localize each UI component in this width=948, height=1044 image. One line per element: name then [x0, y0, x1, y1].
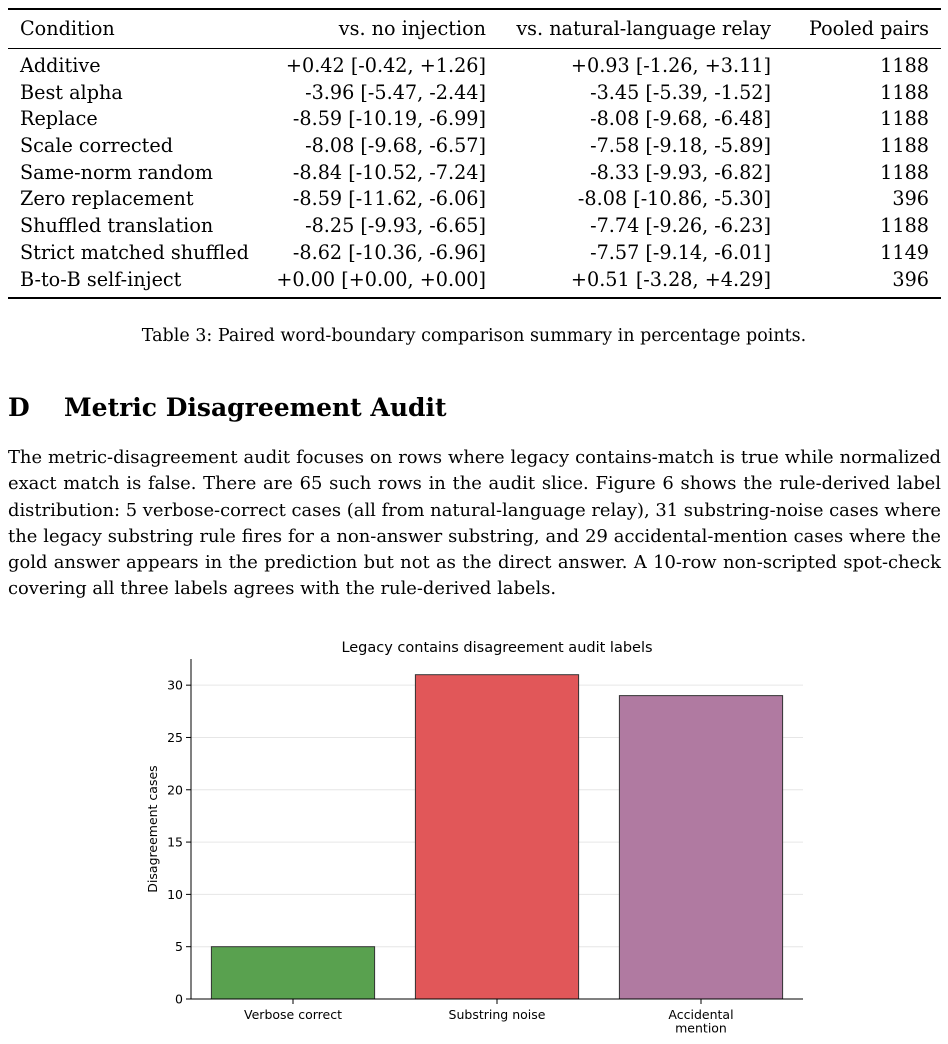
cell-pooled-pairs: 1188	[880, 80, 929, 104]
section-title: Metric Disagreement Audit	[64, 393, 447, 422]
y-tick-label: 0	[175, 991, 183, 1007]
cell-vs-relay: -7.58 [-9.18, -5.89]	[590, 134, 771, 158]
cell-vs-no-injection: +0.42 [-0.42, +1.26]	[285, 54, 486, 77]
cell-condition: Strict matched shuffled	[20, 240, 249, 264]
table-row	[8, 133, 941, 160]
table-row	[8, 160, 941, 187]
cell-vs-no-injection: -8.59 [-10.19, -6.99]	[292, 107, 486, 131]
table-bottom-rule	[8, 297, 941, 299]
table-body	[8, 49, 941, 297]
section-heading	[8, 393, 447, 422]
section-number: D	[8, 393, 30, 422]
table-row	[8, 80, 941, 107]
y-tick-label: 5	[175, 939, 183, 955]
cell-vs-relay: -7.74 [-9.26, -6.23]	[590, 214, 771, 238]
cell-pooled-pairs: 1188	[880, 107, 929, 131]
cell-pooled-pairs: 1188	[880, 214, 929, 238]
cell-pooled-pairs: 396	[892, 267, 929, 291]
cell-vs-no-injection: +0.00 [+0.00, +0.00]	[276, 267, 486, 291]
y-tick-label: 25	[167, 729, 183, 745]
header-pooled-pairs: Pooled pairs	[809, 17, 929, 40]
cell-pooled-pairs: 1188	[880, 160, 929, 184]
y-tick-label: 20	[167, 782, 183, 798]
cell-vs-relay: +0.51 [-3.28, +4.29]	[570, 267, 771, 291]
header-vs-no-injection: vs. no injection	[338, 17, 486, 40]
cell-vs-relay: -8.08 [-9.68, -6.48]	[590, 107, 771, 131]
table-row	[8, 106, 941, 133]
cell-condition: Best alpha	[20, 80, 123, 104]
header-condition: Condition	[20, 17, 115, 40]
y-tick-label: 30	[167, 677, 183, 693]
table-row	[8, 186, 941, 213]
section-paragraph: The metric-disagreement audit focuses on rows where legacy contains-match is true while normalized exact match is false. There are 65 such rows in the audit slice. Figure 6 shows the rule-derived label distribution: 5 verbose-correct cases (all from natural-language relay), 31 substring-noise cases where the legacy substring rule fires for a non-answer substring, and 29 accidental-mention cases where the gold answer appears in the prediction but not as the direct answer. A 10-row non-scripted spot-check covering all three labels agrees with the rule-derived labels.	[8, 447, 941, 600]
chart-svg	[120, 632, 820, 1040]
cell-vs-no-injection: -3.96 [-5.47, -2.44]	[305, 80, 486, 104]
cell-vs-no-injection: -8.08 [-9.68, -6.57]	[305, 134, 486, 158]
x-tick-label: Substring noise	[448, 1007, 546, 1022]
cell-vs-relay: -7.57 [-9.14, -6.01]	[590, 240, 771, 264]
chart-title: Legacy contains disagreement audit labels	[341, 640, 653, 656]
table-row	[8, 213, 941, 240]
cell-condition: Shuffled translation	[20, 214, 214, 238]
table-caption: Table 3: Paired word-boundary comparison summary in percentage points.	[141, 326, 807, 346]
y-tick-label: 15	[167, 834, 183, 850]
cell-pooled-pairs: 1188	[880, 134, 929, 158]
cell-vs-no-injection: -8.84 [-10.52, -7.24]	[292, 160, 486, 184]
x-tick-label: Verbose correct	[244, 1007, 342, 1022]
cell-pooled-pairs: 396	[892, 187, 929, 211]
cell-vs-relay: -3.45 [-5.39, -1.52]	[590, 80, 771, 104]
cell-vs-relay: -8.33 [-9.93, -6.82]	[590, 160, 771, 184]
bar	[211, 947, 374, 999]
cell-vs-no-injection: -8.25 [-9.93, -6.65]	[305, 214, 486, 238]
cell-condition: Zero replacement	[20, 187, 194, 211]
cell-pooled-pairs: 1188	[880, 54, 929, 77]
bar	[415, 675, 578, 999]
cell-condition: Same-norm random	[20, 160, 213, 184]
cell-vs-no-injection: -8.62 [-10.36, -6.96]	[292, 240, 486, 264]
bar-chart	[120, 632, 820, 1040]
cell-vs-relay: -8.08 [-10.86, -5.30]	[577, 187, 771, 211]
results-table	[8, 8, 941, 299]
table-row	[8, 240, 941, 267]
cell-pooled-pairs: 1149	[880, 240, 929, 264]
x-tick-label: Accidental	[668, 1007, 734, 1022]
table-row	[8, 267, 941, 294]
cell-condition: Replace	[20, 107, 98, 131]
x-tick-label: mention	[675, 1020, 727, 1036]
cell-vs-no-injection: -8.59 [-11.62, -6.06]	[292, 187, 486, 211]
y-axis-label: Disagreement cases	[145, 765, 160, 893]
table-header-row	[8, 10, 941, 48]
cell-condition: Scale corrected	[20, 134, 174, 158]
table-row	[8, 53, 941, 80]
bar	[619, 696, 782, 999]
cell-vs-relay: +0.93 [-1.26, +3.11]	[570, 54, 771, 77]
cell-condition: B-to-B self-inject	[20, 267, 182, 291]
cell-condition: Additive	[20, 54, 101, 77]
header-vs-relay: vs. natural-language relay	[516, 17, 771, 40]
y-tick-label: 10	[167, 886, 183, 902]
